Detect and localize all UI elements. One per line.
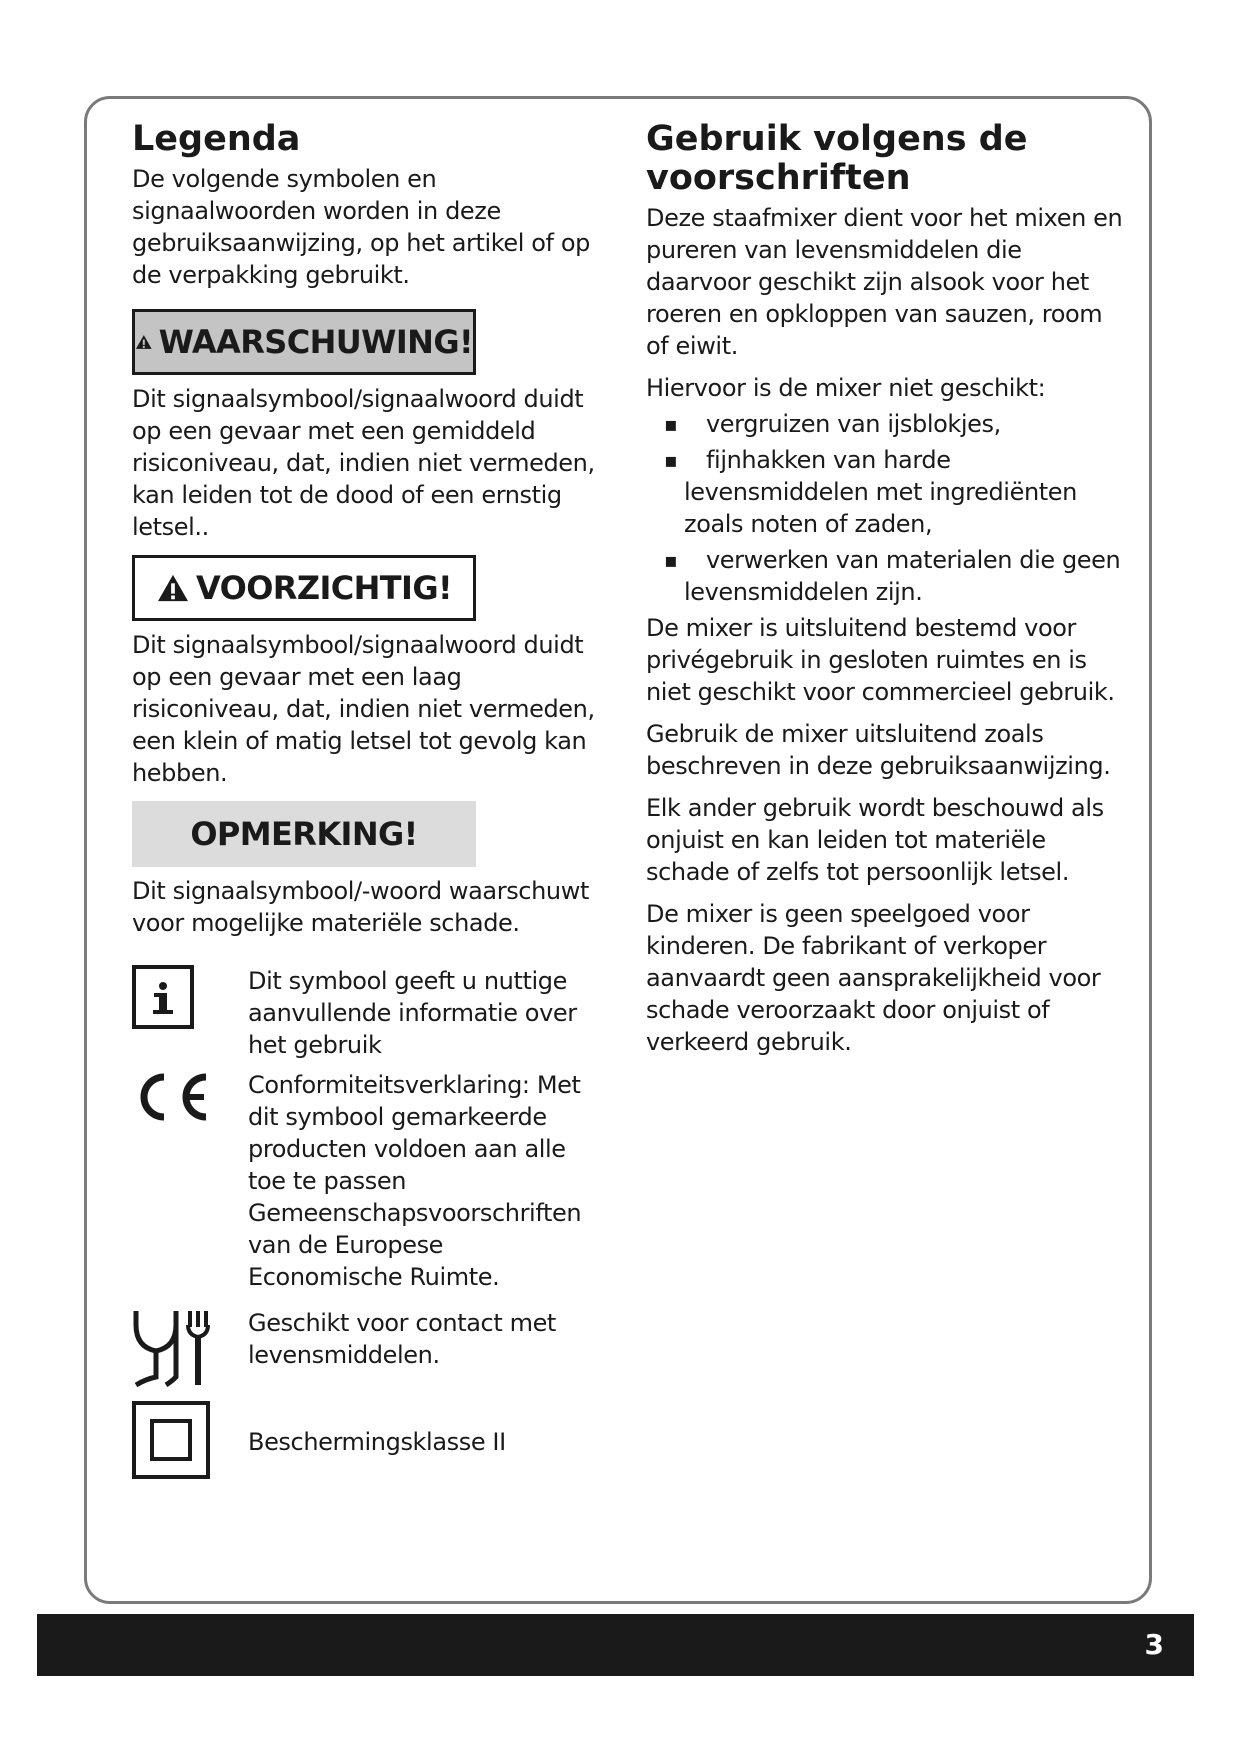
symbol-row-class2: [132, 1401, 602, 1483]
page-number: 3: [1144, 1628, 1164, 1661]
warning-label: WAARSCHUWING!: [158, 323, 473, 361]
caution-text: Dit signaalsymbool/signaalwoord duidt op een gevaar met een laag risiconiveau, dat, indien niet vermeden, een klein of matig letsel tot gevolg kan hebben.: [132, 631, 595, 787]
warning-box: [132, 309, 476, 375]
usage-paragraph-4: Gebruik de mixer uitsluitend zoals beschreven in deze gebruiksaanwijzing.: [646, 720, 1111, 780]
usage-paragraph-6: De mixer is geen speelgoed voor kinderen. De fabrikant of verkoper aanvaardt geen aansprakelijkheid voor schade veroorzaakt door onjuist of verkeerd gebruik.: [646, 900, 1101, 1056]
symbol-row-info: [132, 965, 602, 1069]
list-item: ▪ verwerken van materialen die geen levensmiddelen zijn.: [664, 546, 1121, 606]
usage-column: [646, 120, 1126, 1068]
symbol-row-ce: [132, 1069, 602, 1307]
usage-paragraph-2: Hiervoor is de mixer niet geschikt:: [646, 374, 1046, 402]
food-safe-icon: [132, 1307, 248, 1391]
symbol-text-ce: Conformiteitsverklaring: Met dit symbool gemarkeerde producten voldoen aan alle toe te passen Gemeenschapsvoorschriften van de Europese Economische Ruimte.: [248, 1071, 582, 1291]
legend-column: [132, 120, 602, 1483]
caution-triangle-icon: [156, 573, 190, 603]
footer-bar: [37, 1614, 1194, 1676]
list-item: ▪ fijnhakken van harde levensmiddelen met ingrediënten zoals noten of zaden,: [664, 446, 1077, 538]
warning-text: Dit signaalsymbool/signaalwoord duidt op een gevaar met een gemiddeld risiconiveau, dat, indien niet vermeden, kan leiden tot de dood of een ernstig letsel..: [132, 385, 595, 541]
legend-intro: De volgende symbolen en signaalwoorden worden in deze gebruiksaanwijzing, op het artikel of op de verpakking gebruikt.: [132, 165, 590, 289]
symbol-row-food: [132, 1307, 602, 1401]
note-label: OPMERKING!: [190, 815, 418, 853]
symbol-text-food: Geschikt voor contact met levensmiddelen.: [248, 1309, 556, 1369]
warning-triangle-icon: [135, 326, 153, 358]
usage-title: Gebruik volgens de voorschriften: [646, 119, 1028, 198]
legend-title: Legenda: [132, 119, 301, 159]
list-item: ▪ vergruizen van ijsblokjes,: [664, 410, 1001, 438]
symbol-text-class2: Beschermingsklasse II: [248, 1428, 506, 1456]
note-box: [132, 801, 476, 867]
protection-class-2-icon: [132, 1401, 248, 1483]
caution-label: VOORZICHTIG!: [195, 569, 453, 607]
usage-paragraph-5: Elk ander gebruik wordt beschouwd als onjuist en kan leiden tot materiële schade of zelfs tot persoonlijk letsel.: [646, 794, 1104, 886]
usage-paragraph-3: De mixer is uitsluitend bestemd voor privégebruik in gesloten ruimtes en is niet geschikt voor commercieel gebruik.: [646, 614, 1115, 706]
caution-box: [132, 555, 476, 621]
note-text: Dit signaalsymbool/-woord waarschuwt voor mogelijke materiële schade.: [132, 877, 589, 937]
symbol-text-info: Dit symbool geeft u nuttige aanvullende informatie over het gebruik: [248, 967, 577, 1059]
ce-mark-icon: [132, 1069, 248, 1129]
not-suitable-list: [646, 408, 1126, 608]
info-icon: [132, 965, 248, 1033]
usage-paragraph-1: Deze staafmixer dient voor het mixen en pureren van levensmiddelen die daarvoor geschikt zijn alsook voor het roeren en opkloppen van sauzen, room of eiwit.: [646, 204, 1123, 360]
